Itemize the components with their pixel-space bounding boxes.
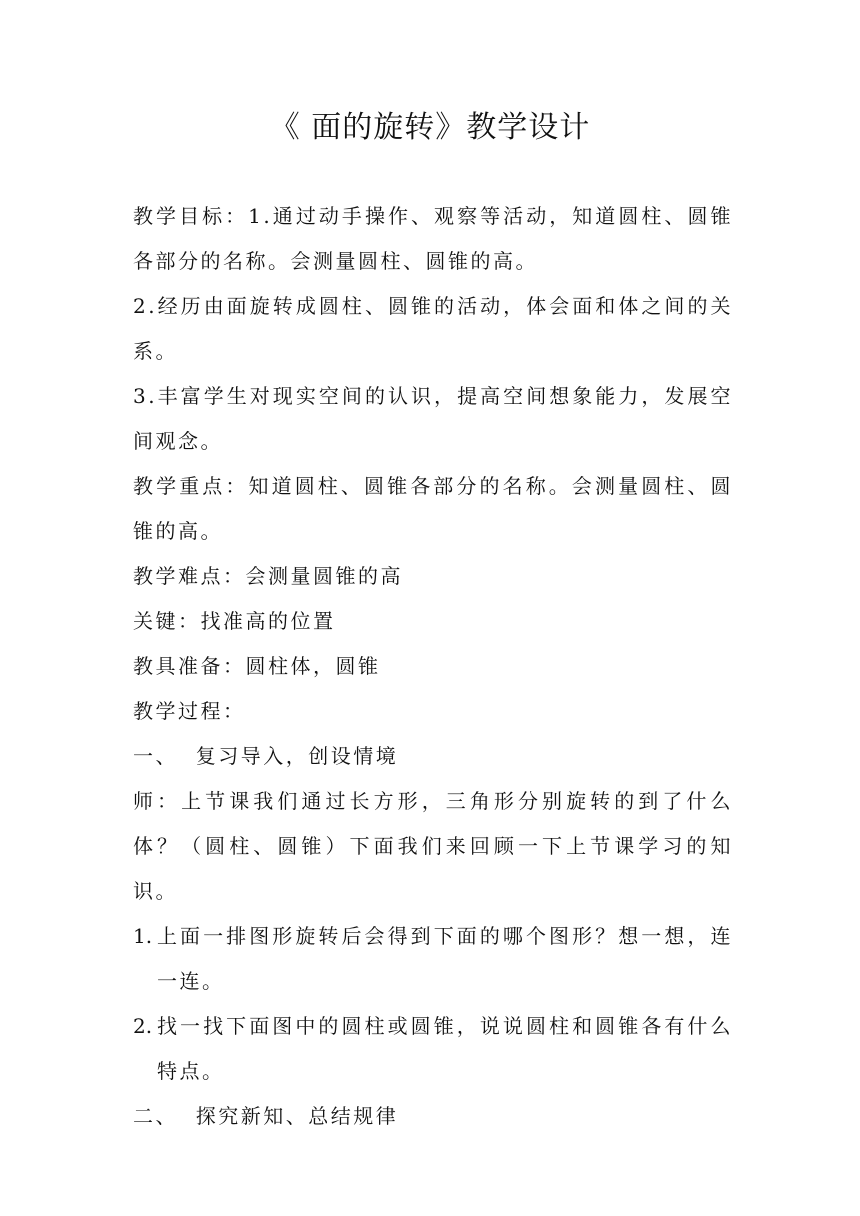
teaching-goal-1: 教学目标：1.通过动手操作、观察等活动，知道圆柱、圆锥各部分的名称。会测量圆柱、圆锥的高。	[133, 204, 733, 273]
teaching-difficulty: 教学难点：会测量圆锥的高	[133, 564, 403, 588]
document-title: 《 面的旋转》教学设计	[269, 110, 591, 145]
list-item	[133, 914, 733, 1004]
teaching-aids: 教具准备：圆柱体，圆锥	[133, 654, 381, 678]
section-one-heading: 一、 复习导入，创设情境	[133, 744, 399, 768]
teaching-process-label: 教学过程：	[133, 699, 246, 723]
list-item-text: 找一找下面图中的圆柱或圆锥，说说圆柱和圆锥各有什么特点。	[157, 1014, 733, 1083]
list-item-number: 2.	[133, 1014, 153, 1038]
teaching-goal-2: 2.经历由面旋转成圆柱、圆锥的活动，体会面和体之间的关系。	[133, 294, 733, 363]
teaching-key-points: 教学重点：知道圆柱、圆锥各部分的名称。会测量圆柱、圆锥的高。	[133, 474, 733, 543]
teacher-intro: 师：上节课我们通过长方形，三角形分别旋转的到了什么体？（圆柱、圆锥）下面我们来回顾一下上节课学习的知识。	[133, 789, 733, 903]
list-item-number: 1.	[133, 924, 153, 948]
document-body	[133, 194, 733, 1139]
list-item	[133, 1004, 733, 1094]
key-point: 关键：找准高的位置	[133, 609, 336, 633]
teaching-goal-3: 3.丰富学生对现实空间的认识，提高空间想象能力，发展空间观念。	[133, 384, 733, 453]
section-two-heading: 二、 探究新知、总结规律	[133, 1104, 399, 1128]
list-item-text: 上面一排图形旋转后会得到下面的哪个图形？想一想，连一连。	[157, 924, 733, 993]
